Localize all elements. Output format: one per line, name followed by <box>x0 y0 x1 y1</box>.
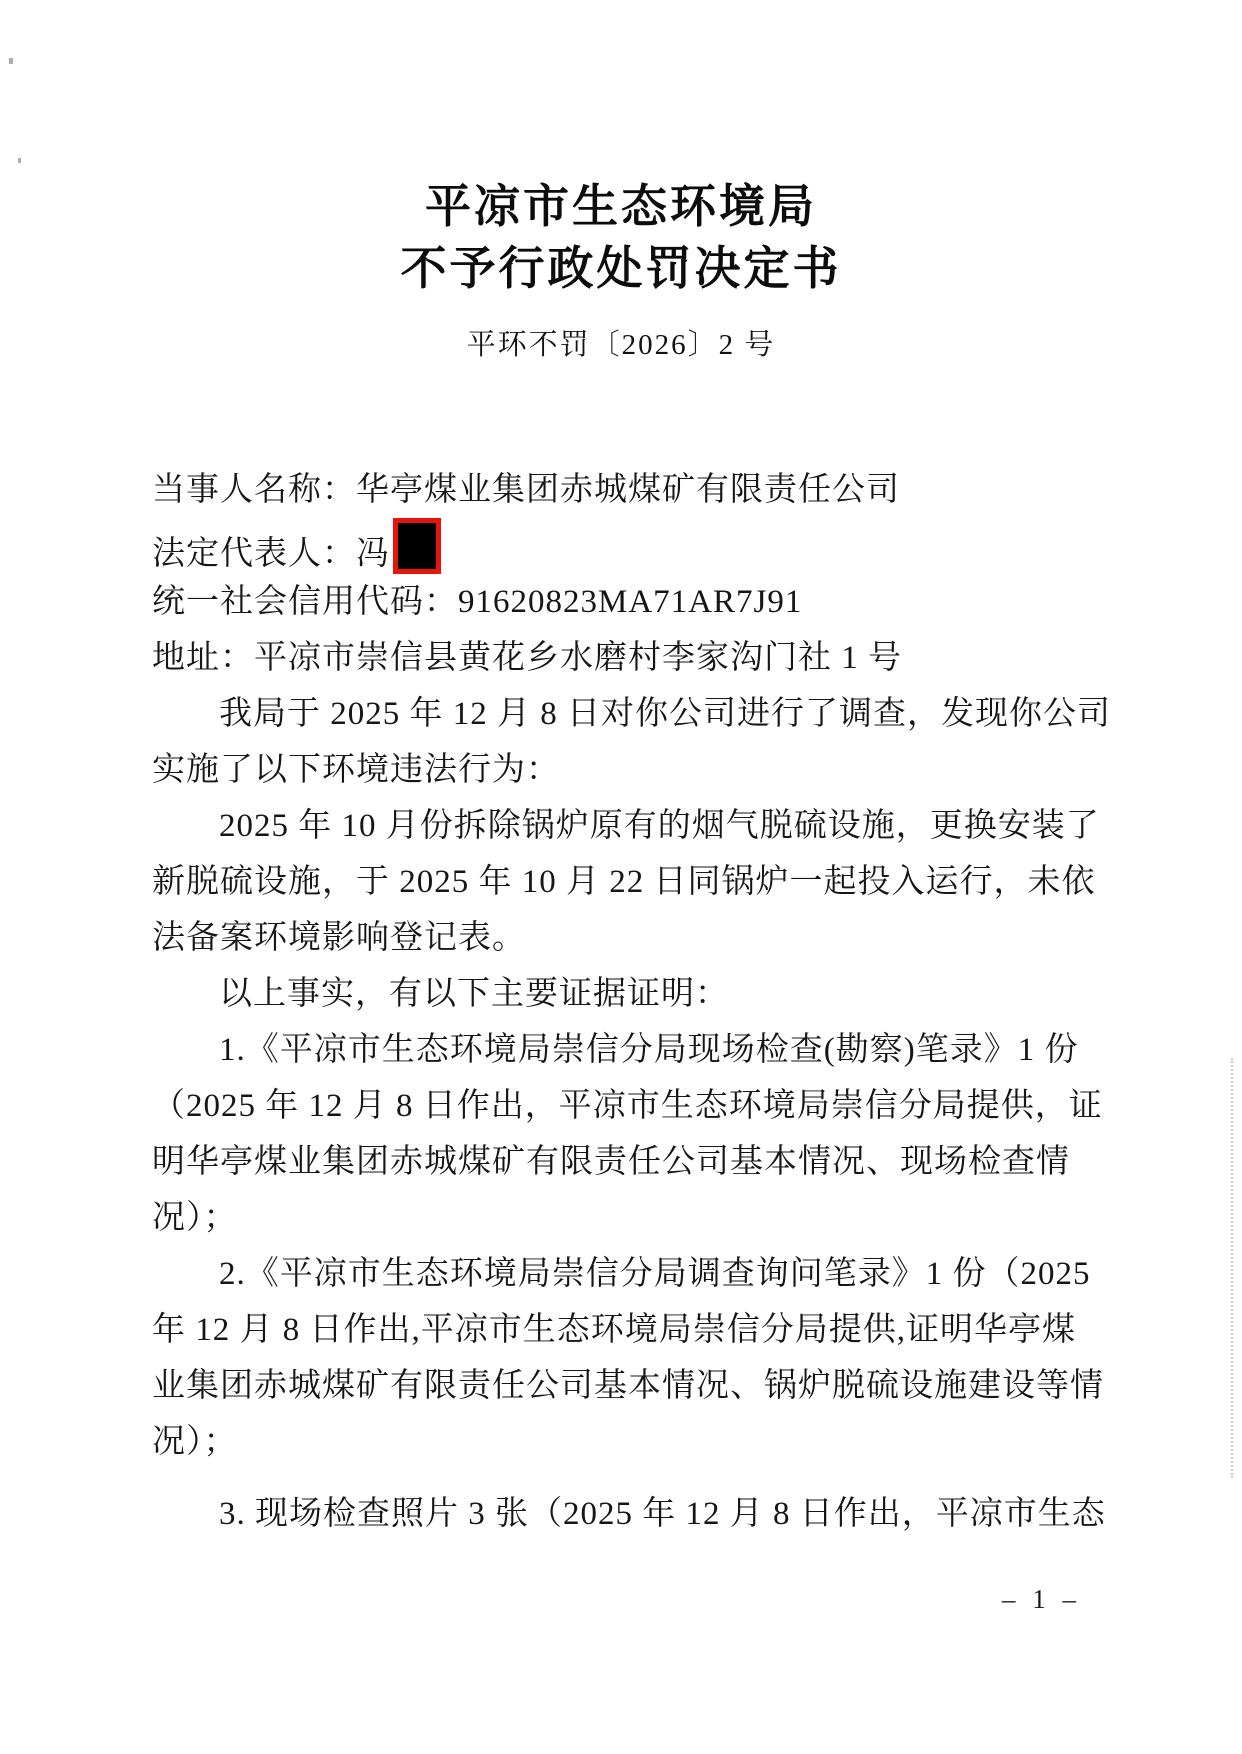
address-label: 地址： <box>152 640 254 676</box>
body-line: 2025 年 10 月份拆除锅炉原有的烟气脱硫设施，更换安装了 <box>219 808 1100 844</box>
body-line: 以上事实，有以下主要证据证明： <box>219 976 729 1012</box>
legal-rep-value: 冯 <box>356 536 390 572</box>
doc-type-title: 不予行政处罚决定书 <box>400 243 842 294</box>
body-line: （2025 年 12 月 8 日作出，平凉市生态环境局崇信分局提供，证 <box>152 1088 1103 1124</box>
party-name-line <box>152 462 1097 518</box>
body-line: 1.《平凉市生态环境局崇信分局现场检查(勘察)笔录》1 份 <box>219 1032 1079 1068</box>
credit-code-label: 统一社会信用代码： <box>152 584 458 620</box>
scan-artifact-speck <box>18 158 21 163</box>
body-line: 况）； <box>152 1200 238 1236</box>
body-line: 2.《平凉市生态环境局崇信分局调查询问笔录》1 份（2025 <box>219 1256 1091 1292</box>
scan-artifact-edge <box>1231 1058 1233 1478</box>
body-line: 况）； <box>152 1424 238 1460</box>
body-line: 年 12 月 8 日作出,平凉市生态环境局崇信分局提供,证明华亭煤 <box>152 1312 1076 1348</box>
legal-rep-label: 法定代表人： <box>152 536 356 572</box>
page-number: – 1 – <box>1002 1584 1081 1614</box>
body-line: 法备案环境影响登记表。 <box>152 920 526 956</box>
body-line: 业集团赤城煤矿有限责任公司基本情况、锅炉脱硫设施建设等情 <box>152 1368 1104 1404</box>
org-title: 平凉市生态环境局 <box>425 181 817 232</box>
address-value: 平凉市崇信县黄花乡水磨村李家沟门社 1 号 <box>254 640 902 676</box>
doc-number: 平环不罚〔2026〕2 号 <box>466 329 776 361</box>
scan-artifact-speck <box>9 58 13 64</box>
credit-code-value: 91620823MA71AR7J91 <box>458 584 803 620</box>
party-name-label: 当事人名称： <box>152 472 356 508</box>
document-title <box>0 176 1242 300</box>
party-name-value: 华亭煤业集团赤城煤矿有限责任公司 <box>356 472 900 508</box>
body-line: 新脱硫设施，于 2025 年 10 月 22 日同锅炉一起投入运行，未依 <box>152 864 1096 900</box>
body-line: 我局于 2025 年 12 月 8 日对你公司进行了调查，发现你公司 <box>219 696 1111 732</box>
address-line <box>152 630 1097 686</box>
body-line: 3. 现场检查照片 3 张（2025 年 12 月 8 日作出，平凉市生态 <box>219 1496 1106 1532</box>
credit-code-line <box>152 574 1097 630</box>
body-line: 实施了以下环境违法行为： <box>152 752 560 788</box>
body-line: 明华亭煤业集团赤城煤矿有限责任公司基本情况、现场检查情 <box>152 1144 1070 1180</box>
legal-rep-line <box>152 518 1097 574</box>
redaction-box <box>393 518 441 574</box>
document-body <box>152 462 1111 1542</box>
